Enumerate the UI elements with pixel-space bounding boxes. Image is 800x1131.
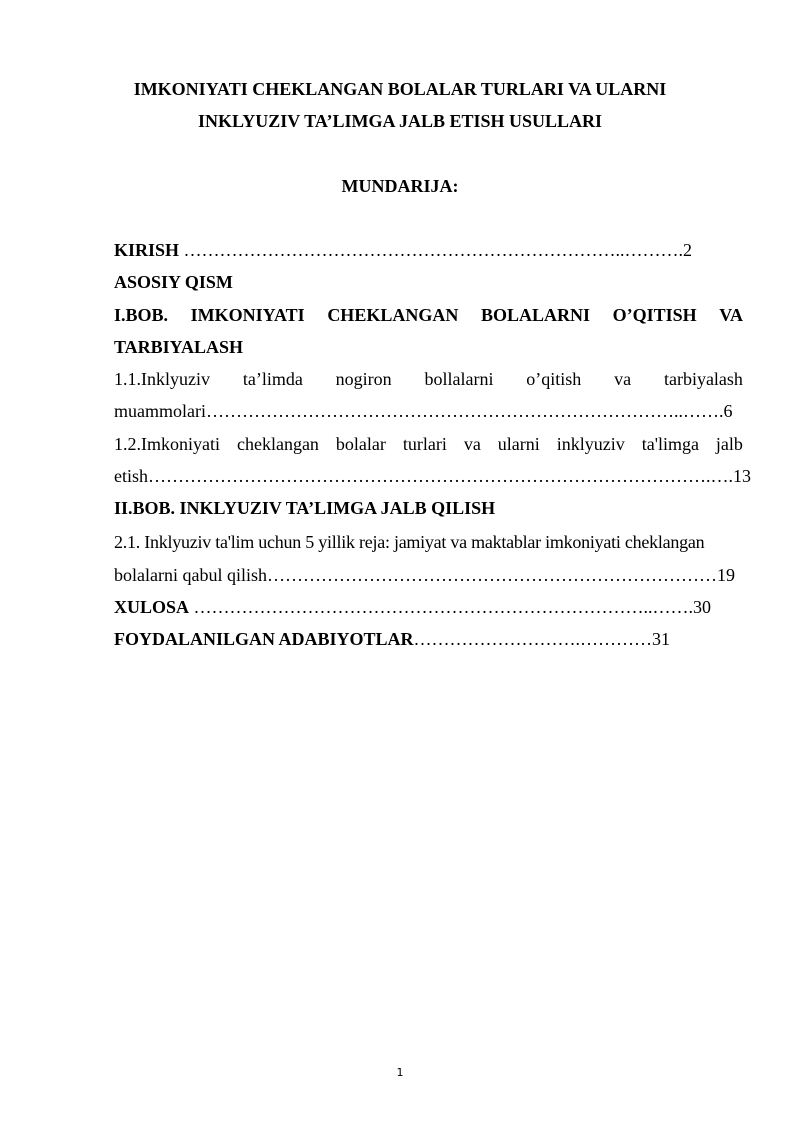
toc-label: bolalarni qabul qilish: [114, 565, 267, 585]
toc-page-number: 6: [723, 401, 733, 421]
toc-entry-kirish: [114, 240, 743, 260]
toc-leader-dots: ……………………………………………………………………..…….: [205, 401, 724, 421]
toc-page-number: 13: [733, 466, 751, 486]
toc-word: ularni: [497, 434, 540, 454]
toc-leader-dots: …………………………………………………………………..…….: [189, 597, 694, 617]
toc-word: 1.2.Imkoniyati: [114, 434, 220, 454]
toc-word: BOLALARNI: [480, 305, 590, 325]
toc-entry-section-2-1-continued: [114, 565, 743, 585]
toc-word: 1.1.Inklyuziv: [114, 369, 210, 389]
toc-label: etish: [114, 466, 148, 486]
toc-word: O’QITISH: [612, 305, 697, 325]
toc-entry-bob-1-continued: TARBIYALASH: [114, 337, 244, 357]
toc-leader-dots: ……………………….…………: [413, 629, 653, 649]
contents-heading: MUNDARIJA:: [341, 176, 459, 196]
toc-entry-section-1-2-continued: [114, 466, 751, 486]
toc-entry-asosiy-qism: ASOSIY QISM: [114, 272, 233, 292]
document-title-line-2: INKLYUZIV TA’LIMGA JALB ETISH USULLARI: [197, 111, 603, 131]
toc-entry-xulosa: [114, 597, 743, 617]
toc-word: bolalar: [335, 434, 386, 454]
toc-entry-section-2-1: 2.1. Inklyuziv ta'lim uchun 5 yillik reja: jamiyat va maktablar imkoniyati cheklangan: [114, 532, 705, 552]
toc-word: inklyuziv: [556, 434, 625, 454]
toc-page-number: 2: [683, 240, 693, 260]
toc-word: ta’limda: [242, 369, 303, 389]
page-number: 1: [396, 1066, 404, 1079]
toc-word: va: [614, 369, 632, 389]
toc-word: turlari: [402, 434, 447, 454]
toc-word: IMKONIYATI: [190, 305, 305, 325]
toc-page-number: 31: [652, 629, 671, 649]
toc-word: CHEKLANGAN: [327, 305, 459, 325]
toc-label: KIRISH: [114, 240, 180, 260]
toc-leader-dots: ………………………………………………………………………………….….: [148, 466, 733, 486]
toc-word: tarbiyalash: [663, 369, 743, 389]
toc-entry-section-1-1: [114, 369, 743, 389]
toc-leader-dots: ………………………………………………………………..……….: [179, 240, 684, 260]
toc-label: muammolari: [114, 401, 206, 421]
toc-entry-foydalanilgan-adabiyotlar: [114, 629, 743, 649]
toc-word: cheklangan: [236, 434, 319, 454]
document-title-line-1: IMKONIYATI CHEKLANGAN BOLALAR TURLARI VA ULARNI: [133, 79, 667, 99]
toc-entry-bob-1: [114, 305, 743, 325]
toc-word: ta'limga: [641, 434, 699, 454]
toc-entry-section-1-1-continued: [114, 401, 743, 421]
toc-entry-bob-2: II.BOB. INKLYUZIV TA’LIMGA JALB QILISH: [114, 498, 496, 518]
toc-label: FOYDALANILGAN ADABIYOTLAR: [114, 629, 414, 649]
toc-leader-dots: …………………………………………………………………: [266, 565, 717, 585]
toc-label: XULOSA: [114, 597, 190, 617]
toc-entry-section-1-2: [114, 434, 743, 454]
toc-word: VA: [719, 305, 743, 325]
toc-word: jalb: [715, 434, 743, 454]
toc-word: I.BOB.: [114, 305, 169, 325]
toc-word: o’qitish: [526, 369, 582, 389]
toc-word: nogiron: [335, 369, 392, 389]
toc-page-number: 19: [716, 565, 735, 585]
toc-word: bollalarni: [424, 369, 494, 389]
toc-word: va: [463, 434, 481, 454]
toc-page-number: 30: [693, 597, 712, 617]
